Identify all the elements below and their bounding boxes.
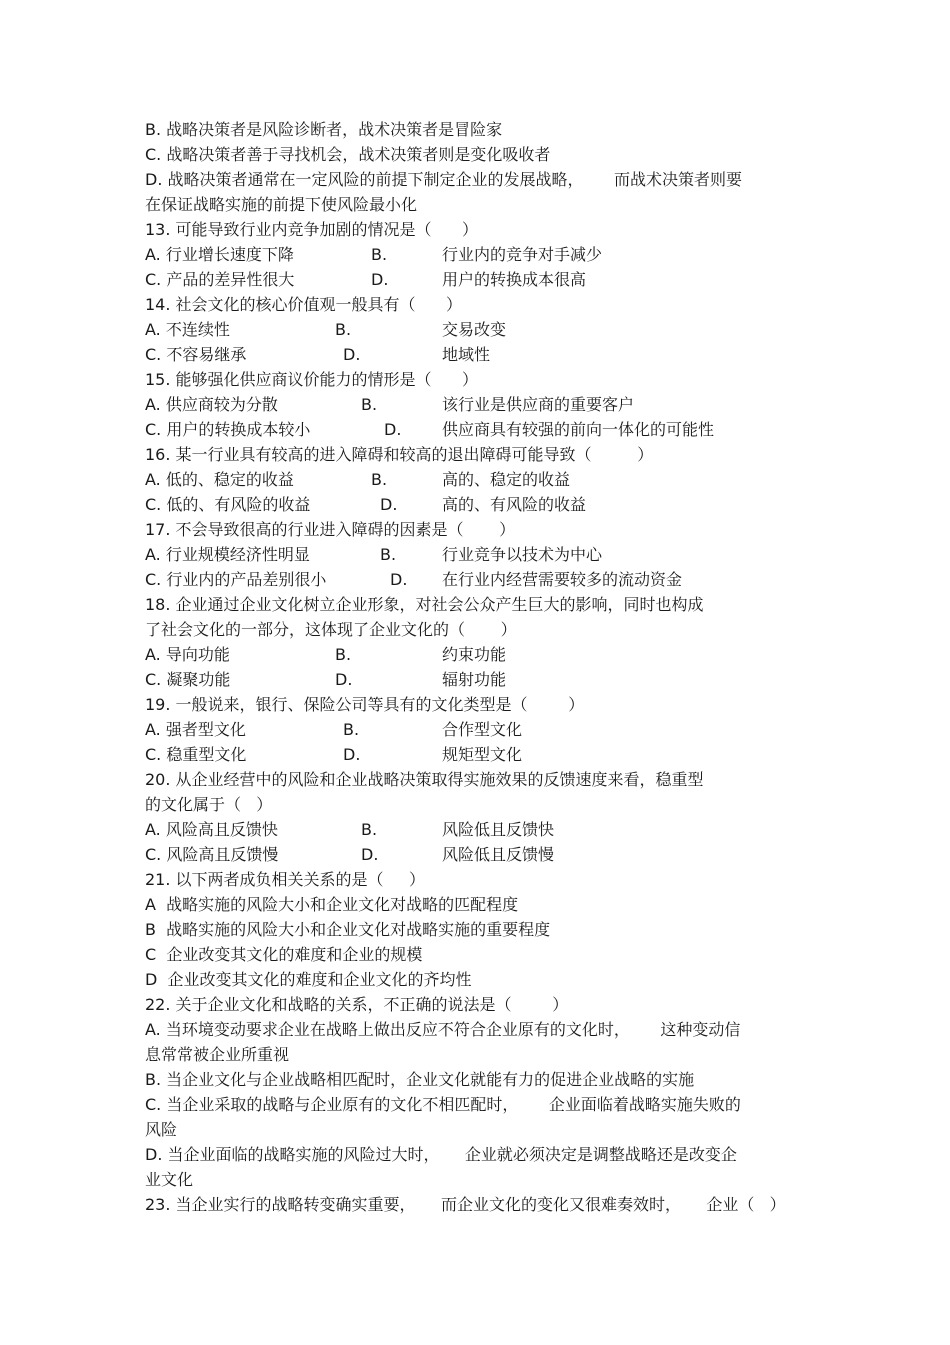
line-text: 在保证战略实施的前提下使风险最小化 — [145, 195, 418, 214]
question-text: 13. 可能导致行业内竞争加剧的情况是（ ） — [145, 220, 479, 239]
option-text: A 战略实施的风险大小和企业文化对战略的匹配程度 — [145, 895, 519, 914]
option-c: C. 不容易继承 — [145, 345, 247, 364]
option-line — [145, 917, 550, 942]
question-text: 18. 企业通过企业文化树立企业形象，对社会公众产生巨大的影响，同时也构成 — [145, 595, 704, 614]
question-text: 21. 以下两者成负相关关系的是（ ） — [145, 870, 425, 889]
option-c: C. 低的、有风险的收益 — [145, 495, 311, 514]
option-row — [145, 667, 825, 692]
option-d: 在行业内经营需要较多的流动资金 — [442, 570, 683, 589]
option-line — [145, 1042, 289, 1067]
option-row — [145, 492, 825, 517]
option-line — [145, 1142, 737, 1167]
option-a: A. 强者型文化 — [145, 720, 246, 739]
option-text: 业文化 — [145, 1170, 194, 1189]
option-letter: B. — [343, 720, 360, 739]
option-b: 高的、稳定的收益 — [442, 470, 571, 489]
option-a: A. 导向功能 — [145, 645, 230, 664]
option-text: D. 当企业面临的战略实施的风险过大时， 企业就必须决定是调整战略还是改变企 — [145, 1145, 737, 1164]
question-18-cont — [145, 617, 517, 642]
option-row — [145, 417, 825, 442]
option-row — [145, 467, 825, 492]
question-20-cont — [145, 792, 272, 817]
option-letter: D. — [384, 420, 402, 439]
option-row — [145, 567, 825, 592]
option-line — [145, 1017, 740, 1042]
option-row — [145, 317, 825, 342]
option-row — [145, 742, 825, 767]
option-letter: B. — [361, 395, 378, 414]
option-d: 供应商具有较强的前向一体化的可能性 — [442, 420, 715, 439]
option-d: 规矩型文化 — [442, 745, 523, 764]
option-row — [145, 242, 825, 267]
option-text: 息常常被企业所重视 — [145, 1045, 290, 1064]
question-17 — [145, 517, 515, 542]
option-c: C. 风险高且反馈慢 — [145, 845, 279, 864]
option-a: A. 低的、稳定的收益 — [145, 470, 294, 489]
option-b: 风险低且反馈快 — [442, 820, 555, 839]
question-15 — [145, 367, 478, 392]
question-18 — [145, 592, 704, 617]
option-line — [145, 942, 422, 967]
option-row — [145, 842, 825, 867]
question-21 — [145, 867, 425, 892]
option-letter: D. — [343, 345, 361, 364]
option-a: A. 风险高且反馈快 — [145, 820, 278, 839]
option-text: C. 当企业采取的战略与企业原有的文化不相匹配时， 企业面临着战略实施失败的 — [145, 1095, 741, 1114]
option-row — [145, 267, 825, 292]
text-line — [145, 142, 550, 167]
option-d: 风险低且反馈慢 — [442, 845, 555, 864]
question-text: 17. 不会导致很高的行业进入障碍的因素是（ ） — [145, 520, 516, 539]
line-text: B. 战略决策者是风险诊断者，战术决策者是冒险家 — [145, 120, 503, 139]
question-text: 的文化属于（ ） — [145, 795, 273, 814]
option-d: 高的、有风险的收益 — [442, 495, 587, 514]
option-d: 辐射功能 — [442, 670, 507, 689]
question-19 — [145, 692, 584, 717]
option-letter: B. — [371, 470, 388, 489]
option-line — [145, 1092, 741, 1117]
option-b: 约束功能 — [442, 645, 507, 664]
option-row — [145, 542, 825, 567]
option-row — [145, 342, 825, 367]
option-text: D 企业改变其文化的难度和企业文化的齐均性 — [145, 970, 472, 989]
line-text: D. 战略决策者通常在一定风险的前提下制定企业的发展战略， 而战术决策者则要 — [145, 170, 743, 189]
option-a: A. 行业规模经济性明显 — [145, 545, 310, 564]
question-text: 15. 能够强化供应商议价能力的情形是（ ） — [145, 370, 479, 389]
option-a: A. 行业增长速度下降 — [145, 245, 294, 264]
option-d: 用户的转换成本很高 — [442, 270, 587, 289]
question-text: 20. 从企业经营中的风险和企业战略决策取得实施效果的反馈速度来看，稳重型 — [145, 770, 704, 789]
option-b: 交易改变 — [442, 320, 507, 339]
question-23 — [145, 1192, 786, 1217]
option-letter: D. — [390, 570, 408, 589]
option-letter: B. — [335, 645, 352, 664]
option-letter: B. — [361, 820, 378, 839]
option-c: C. 行业内的产品差别很小 — [145, 570, 327, 589]
option-c: C. 凝聚功能 — [145, 670, 231, 689]
option-letter: B. — [371, 245, 388, 264]
option-c: C. 稳重型文化 — [145, 745, 247, 764]
option-b: 行业内的竞争对手减少 — [442, 245, 603, 264]
option-c: C. 用户的转换成本较小 — [145, 420, 311, 439]
option-a: A. 供应商较为分散 — [145, 395, 278, 414]
question-22 — [145, 992, 568, 1017]
question-20 — [145, 767, 704, 792]
option-b: 行业竞争以技术为中心 — [442, 545, 603, 564]
question-text: 22. 关于企业文化和战略的关系，不正确的说法是（ ） — [145, 995, 569, 1014]
question-text: 19. 一般说来，银行、保险公司等具有的文化类型是（ ） — [145, 695, 585, 714]
option-letter: D. — [380, 495, 398, 514]
option-b: 合作型文化 — [442, 720, 523, 739]
question-14 — [145, 292, 462, 317]
question-text: 23. 当企业实行的战略转变确实重要， 而企业文化的变化又很难奏效时， 企业（ ） — [145, 1195, 786, 1214]
option-d: 地域性 — [442, 345, 491, 364]
text-line — [145, 167, 742, 192]
text-line — [145, 117, 502, 142]
question-16 — [145, 442, 653, 467]
option-row — [145, 717, 825, 742]
option-row — [145, 392, 825, 417]
option-text: 风险 — [145, 1120, 178, 1139]
option-row — [145, 642, 825, 667]
option-line — [145, 1117, 177, 1142]
option-text: A. 当环境变动要求企业在战略上做出反应不符合企业原有的文化时， 这种变动信 — [145, 1020, 741, 1039]
question-13 — [145, 217, 478, 242]
option-b: 该行业是供应商的重要客户 — [442, 395, 635, 414]
option-text: C 企业改变其文化的难度和企业的规模 — [145, 945, 423, 964]
option-line — [145, 892, 518, 917]
option-row — [145, 817, 825, 842]
question-text: 16. 某一行业具有较高的进入障碍和较高的退出障碍可能导致（ ） — [145, 445, 654, 464]
text-line — [145, 192, 417, 217]
option-text: B. 当企业文化与企业战略相匹配时，企业文化就能有力的促进企业战略的实施 — [145, 1070, 695, 1089]
question-text: 了社会文化的一部分，这体现了企业文化的（ ） — [145, 620, 517, 639]
option-letter: B. — [380, 545, 397, 564]
option-letter: D. — [361, 845, 379, 864]
question-text: 14. 社会文化的核心价值观一般具有（ ） — [145, 295, 463, 314]
option-line — [145, 967, 472, 992]
option-letter: D. — [371, 270, 389, 289]
option-text: B 战略实施的风险大小和企业文化对战略实施的重要程度 — [145, 920, 551, 939]
option-letter: D. — [343, 745, 361, 764]
option-letter: B. — [335, 320, 352, 339]
option-a: A. 不连续性 — [145, 320, 230, 339]
line-text: C. 战略决策者善于寻找机会，战术决策者则是变化吸收者 — [145, 145, 551, 164]
option-c: C. 产品的差异性很大 — [145, 270, 295, 289]
option-letter: D. — [335, 670, 353, 689]
option-line — [145, 1167, 193, 1192]
option-line — [145, 1067, 694, 1092]
